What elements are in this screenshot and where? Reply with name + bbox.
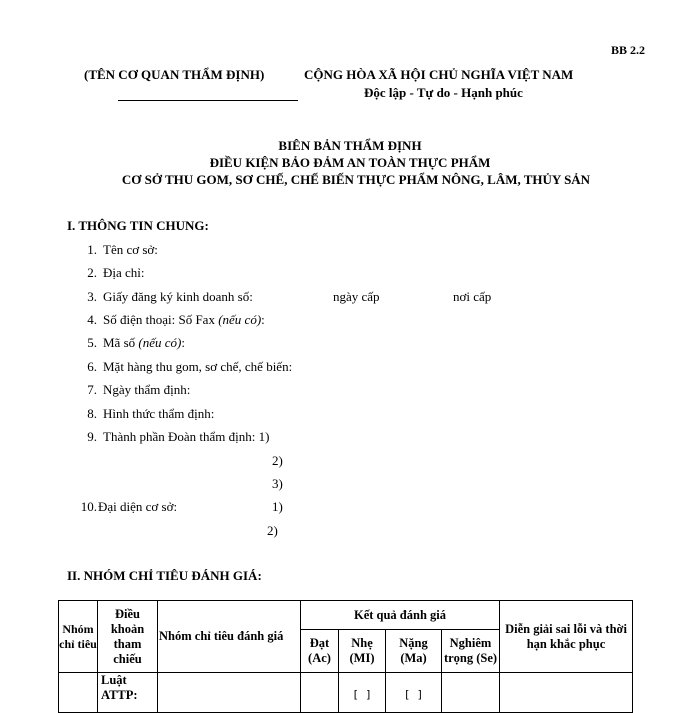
header-criteria: Nhóm chỉ tiêu đánh giá xyxy=(158,601,301,673)
checkbox-major[interactable]: [ ] xyxy=(403,688,424,701)
item-number: 3. xyxy=(87,289,97,304)
item-number: 7. xyxy=(87,382,97,397)
header-minor: Nhẹ (MI) xyxy=(339,630,386,673)
row-criteria xyxy=(158,673,301,713)
item-label: Đại diện cơ sở: xyxy=(98,499,178,514)
item-note: (nếu có) xyxy=(218,312,262,327)
header-group: Nhóm chỉ tiêu xyxy=(59,601,98,673)
inspector-3: 3) xyxy=(272,476,283,491)
header-major: Nặng (Ma) xyxy=(386,630,442,673)
header-result: Kết quả đánh giá xyxy=(301,601,500,630)
item-number: 10. xyxy=(80,499,97,514)
info-item-2 xyxy=(73,265,145,281)
document-code: BB 2.2 xyxy=(611,43,646,57)
header-pass: Đạt (Ac) xyxy=(301,630,339,673)
row-group xyxy=(59,673,98,713)
issue-date-label: ngày cấp xyxy=(333,289,380,304)
header-reference: Điều khoản tham chiếu xyxy=(98,601,158,673)
row-minor xyxy=(339,673,386,713)
item-note: (nếu có) xyxy=(138,335,182,350)
agency-underline xyxy=(118,100,298,101)
info-item-9 xyxy=(73,429,269,445)
evaluation-table xyxy=(58,600,633,713)
country-name: CỘNG HÒA XÃ HỘI CHỦ NGHĨA VIỆT NAM xyxy=(304,67,574,82)
info-item-4 xyxy=(73,312,265,328)
agency-name: (TÊN CƠ QUAN THẨM ĐỊNH) xyxy=(84,67,265,82)
header-note: Diễn giải sai lỗi và thời hạn khắc phục xyxy=(500,601,633,673)
title-line-2: ĐIỀU KIỆN BẢO ĐẢM AN TOÀN THỰC PHẨM xyxy=(209,155,491,170)
row-serious xyxy=(442,673,500,713)
title-line-1: BIÊN BẢN THẨM ĐỊNH xyxy=(278,138,422,153)
item-label: Số điện thoại: Số Fax xyxy=(103,312,215,327)
issue-place-label: nơi cấp xyxy=(453,289,492,304)
info-item-3 xyxy=(73,289,253,305)
item-number: 4. xyxy=(87,312,97,327)
item-number: 6. xyxy=(87,359,97,374)
item-label: Mã số xyxy=(103,335,136,350)
item-colon: : xyxy=(181,335,185,350)
item-label: Giấy đăng ký kinh doanh số: xyxy=(103,289,253,304)
item-number: 2. xyxy=(87,265,97,280)
row-note xyxy=(500,673,633,713)
representative-2: 2) xyxy=(267,523,278,538)
item-label: Địa chỉ: xyxy=(103,265,145,280)
info-item-6 xyxy=(73,359,292,375)
row-pass xyxy=(301,673,339,713)
item-number: 1. xyxy=(87,242,97,257)
item-label: Hình thức thẩm định: xyxy=(103,406,215,421)
header-serious: Nghiêm trọng (Se) xyxy=(442,630,500,673)
item-number: 9. xyxy=(87,429,97,444)
item-number: 5. xyxy=(87,335,97,350)
item-label: Ngày thẩm định: xyxy=(103,382,191,397)
section-2-heading: II. NHÓM CHỈ TIÊU ĐÁNH GIÁ: xyxy=(67,568,262,583)
title-line-3: CƠ SỞ THU GOM, SƠ CHẾ, CHẾ BIẾN THỰC PHẨM NÔNG, LÂM, THỦY SẢN xyxy=(121,172,591,187)
item-label: Thành phần Đoàn thẩm định: 1) xyxy=(103,429,270,444)
info-item-10 xyxy=(73,499,177,515)
info-item-8 xyxy=(73,406,214,422)
row-major xyxy=(386,673,442,713)
representative-1: 1) xyxy=(272,499,283,514)
info-item-7 xyxy=(73,382,190,398)
national-motto: Độc lập - Tự do - Hạnh phúc xyxy=(364,85,523,100)
info-item-5 xyxy=(73,335,185,351)
item-label: Tên cơ sở: xyxy=(103,242,158,257)
checkbox-minor[interactable]: [ ] xyxy=(352,688,372,701)
row-reference: Luật ATTP: xyxy=(98,673,158,713)
inspector-2: 2) xyxy=(272,453,283,468)
item-label: Mặt hàng thu gom, sơ chế, chế biến: xyxy=(103,359,293,374)
info-item-1 xyxy=(73,242,158,258)
item-colon: : xyxy=(261,312,265,327)
section-1-heading: I. THÔNG TIN CHUNG: xyxy=(67,218,209,233)
item-number: 8. xyxy=(87,406,97,421)
